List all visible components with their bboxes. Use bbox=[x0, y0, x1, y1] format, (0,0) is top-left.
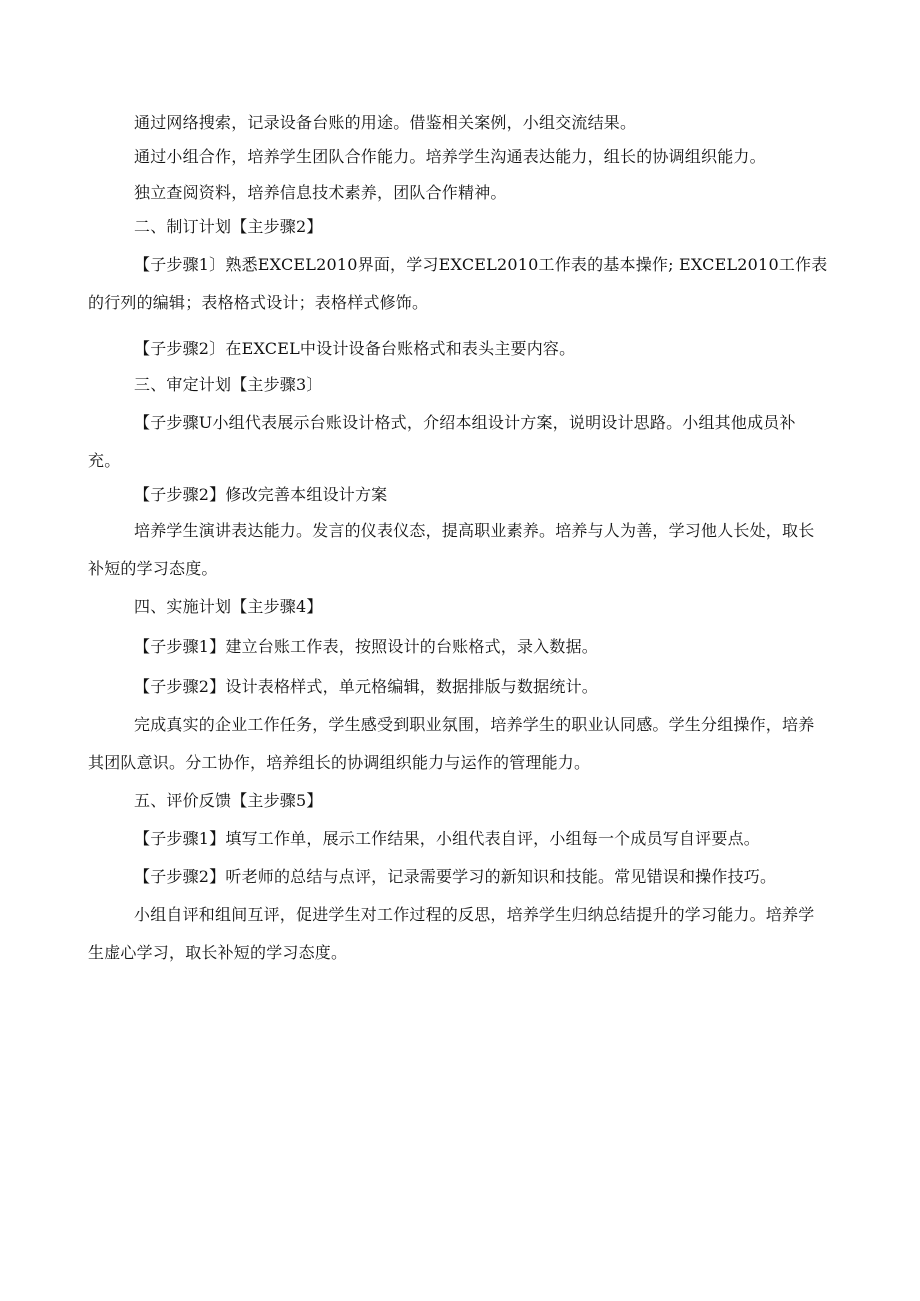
paragraph-network-search: 通过网络搜索，记录设备台账的用途。借鉴相关案例，小组交流结果。 bbox=[134, 113, 637, 132]
section-heading-review: 三、审定计划【主步骤3〕 bbox=[134, 375, 323, 394]
paragraph-group-cooperation: 通过小组合作，培养学生团队合作能力。培养学生沟通表达能力，组长的协调组织能力。 bbox=[134, 147, 766, 166]
paragraph-independent-research: 独立查阅资料，培养信息技术素养，团队合作精神。 bbox=[134, 183, 507, 202]
paragraph-substep-1-worksheet: 【子步骤1】填写工作单，展示工作结果，小组代表自评，小组每一个成员写自评要点。 bbox=[134, 829, 760, 848]
paragraph-presentation-skills: 培养学生演讲表达能力。发言的仪表仪态，提高职业素养。培养与人为善，学习他人长处，取长补短的学习态度。 bbox=[88, 521, 815, 578]
paragraph-substep-2-teacher-summary: 【子步骤2】听老师的总结与点评，记录需要学习的新知识和技能。常见错误和操作技巧。 bbox=[134, 867, 777, 886]
paragraph-substep-2-improve-plan: 【子步骤2】修改完善本组设计方案 bbox=[134, 485, 388, 504]
paragraph-self-evaluation: 小组自评和组间互评，促进学生对工作过程的反思，培养学生归纳总结提升的学习能力。培养学生虚心学习，取长补短的学习态度。 bbox=[88, 905, 815, 962]
section-heading-evaluation: 五、评价反馈【主步骤5】 bbox=[134, 791, 323, 810]
paragraph-substep-2-table-style: 【子步骤2】设计表格样式，单元格编辑，数据排版与数据统计。 bbox=[134, 677, 598, 696]
paragraph-substep-1-presentation: 【子步骤U小组代表展示台账设计格式，介绍本组设计方案，说明设计思路。小组其他成员补充。 bbox=[88, 413, 796, 470]
paragraph-substep-2-ledger-format: 【子步骤2〕在EXCEL中设计设备台账格式和表头主要内容。 bbox=[134, 339, 576, 358]
paragraph-real-enterprise-task: 完成真实的企业工作任务，学生感受到职业氛围，培养学生的职业认同感。学生分组操作，培养其团队意识。分工协作，培养组长的协调组织能力与运作的管理能力。 bbox=[88, 715, 815, 772]
section-heading-plan: 二、制订计划【主步骤2】 bbox=[134, 217, 323, 236]
paragraph-substep-1-excel-basics: 【子步骤1〕熟悉EXCEL2010界面，学习EXCEL2010工作表的基本操作; EXCEL2010工作表的行列的编辑；表格格式设计；表格样式修饰。 bbox=[88, 255, 828, 312]
section-heading-implementation: 四、实施计划【主步骤4】 bbox=[134, 597, 323, 616]
paragraph-substep-1-build-ledger: 【子步骤1】建立台账工作表，按照设计的台账格式，录入数据。 bbox=[134, 637, 598, 656]
